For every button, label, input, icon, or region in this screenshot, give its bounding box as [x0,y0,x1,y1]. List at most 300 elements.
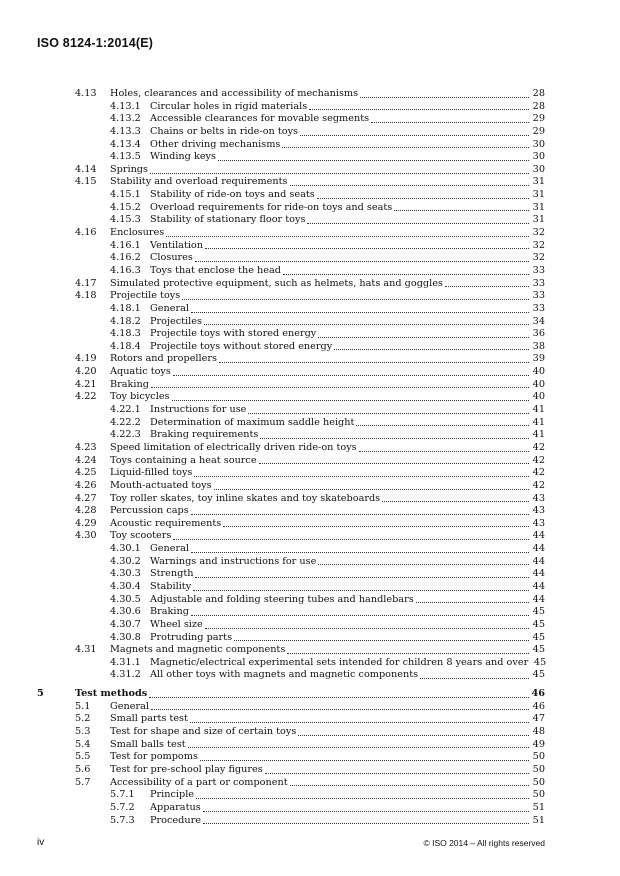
toc-leader-dots [214,481,529,490]
toc-entry-title[interactable]: Adjustable and folding steering tubes and handlebars [150,593,414,605]
toc-entry[interactable] [0,404,620,417]
toc-entry-title[interactable]: Wheel size [150,618,203,630]
toc-entry-number: 4.16.1 [110,239,141,251]
toc-leader-dots [290,177,530,186]
toc-entry-line [150,669,545,682]
toc-entry-line [150,815,545,828]
toc-leader-dots [307,215,529,224]
toc-entry-number: 4.31.2 [110,669,141,681]
toc-leader-dots [420,670,529,679]
toc-entry-page: 28 [532,88,545,99]
toc-leader-dots [194,468,529,477]
toc-entry[interactable] [0,556,620,569]
toc-entry-line [110,493,545,506]
toc-leader-dots [356,417,529,426]
toc-entry-number: 4.18.2 [110,315,141,327]
toc-entry[interactable] [0,341,620,354]
toc-entry[interactable] [0,88,620,101]
toc-entry-number: 4.30.1 [110,543,141,555]
toc-entry-title[interactable]: Toy scooters [110,530,172,542]
toc-entry[interactable] [0,176,620,189]
toc-entry[interactable] [0,480,620,493]
toc-entry[interactable] [0,568,620,581]
toc-entry-page: 42 [532,454,545,466]
toc-entry-title[interactable]: Closures [150,252,193,264]
toc-leader-dots [173,531,529,540]
toc-entry[interactable] [0,164,620,177]
toc-entry-title[interactable]: Accessibility of a part or component [110,776,288,788]
toc-entry-page: 45 [532,644,545,656]
toc-entry-line [110,764,545,777]
toc-entry-number: 4.13.5 [110,151,141,163]
toc-entry-title[interactable]: General [150,543,189,555]
toc-entry-page: 31 [532,201,545,213]
toc-entry-page: 50 [532,776,545,788]
toc-entry[interactable] [0,290,620,303]
toc-entry-line [150,632,545,645]
toc-entry-page: 44 [532,543,545,555]
toc-entry-line [150,252,545,265]
toc-leader-dots [166,228,529,237]
toc-entry[interactable] [0,303,620,316]
toc-entry-page: 46 [532,700,545,712]
toc-entry[interactable] [0,739,620,752]
toc-leader-dots [196,790,529,799]
toc-entry-title[interactable]: Braking [150,606,189,618]
toc-entry-title[interactable]: Projectiles [150,315,202,327]
toc-entry-page: 40 [532,391,545,403]
toc-entry-number: 4.30.5 [110,593,141,605]
toc-entry-title[interactable]: Determination of maximum saddle height [150,416,355,428]
toc-entry-page: 33 [532,277,545,289]
toc-leader-dots [265,765,529,774]
toc-entry-page: 43 [532,505,545,517]
toc-entry[interactable] [0,518,620,531]
toc-entry-title[interactable]: Warnings and instructions for use [150,555,317,567]
toc-entry[interactable] [0,113,620,126]
toc-entry-page: 41 [532,404,545,416]
toc-leader-dots [300,127,529,136]
toc-entry-title[interactable]: Braking requirements [150,429,259,441]
toc-entry[interactable] [0,777,620,790]
toc-entry-title[interactable]: Speed limitation of electrically driven ride-on toys [110,441,357,453]
toc-entry-title[interactable]: Stability of ride-on toys and seats [150,189,315,201]
toc-entry-page: 29 [532,113,545,125]
toc-entry[interactable] [0,214,620,227]
toc-entry-line [110,353,545,366]
toc-entry-line [150,151,545,164]
toc-entry-line [150,543,545,556]
toc-leader-dots [219,354,529,363]
toc-entry-line [110,391,545,404]
toc-entry-line [110,480,545,493]
toc-entry-number: 4.18 [75,290,97,302]
toc-entry-title[interactable]: Test for pompoms [110,751,198,763]
toc-entry-page: 33 [532,264,545,276]
toc-entry-title[interactable]: Procedure [150,814,201,826]
toc-leader-dots [260,430,529,439]
toc-entry-number: 5.7.2 [110,801,135,813]
toc-entry[interactable] [0,688,620,701]
toc-entry-number: 4.26 [75,479,97,491]
toc-leader-dots [191,304,529,313]
toc-entry-page: 34 [532,315,545,327]
toc-entry-number: 4.18.4 [110,340,141,352]
toc-entry-line [150,240,545,253]
toc-entry[interactable] [0,265,620,278]
toc-entry-number: 5.2 [75,713,91,725]
toc-entry-number: 4.16.3 [110,264,141,276]
toc-leader-dots [394,202,529,211]
toc-entry-page: 38 [532,340,545,352]
toc-leader-dots [416,594,529,603]
toc-entry-line [150,581,545,594]
toc-entry-page: 50 [532,763,545,775]
toc-entry-title[interactable]: All other toys with magnets and magnetic components [150,669,419,681]
toc-entry[interactable] [0,101,620,114]
toc-entry-number: 4.22.1 [110,404,141,416]
toc-entry-title[interactable]: Toys that enclose the head [150,264,281,276]
toc-entry-number: 4.15 [75,176,97,188]
toc-entry-title[interactable]: Protruding parts [150,631,233,643]
toc-entry-number: 5.3 [75,726,91,738]
toc-leader-dots [203,815,529,824]
toc-entry-title[interactable]: Instructions for use [150,404,247,416]
toc-entry-line [150,404,545,417]
toc-entry-page: 32 [532,227,545,239]
toc-entry-page: 45 [532,606,545,618]
toc-entry-number: 4.13.2 [110,113,141,125]
toc-entry-title[interactable]: Toy bicycles [110,391,170,403]
toc-entry[interactable] [0,316,620,329]
toc-leader-dots [203,803,529,812]
toc-entry-page: 31 [532,189,545,201]
toc-entry-title[interactable]: Small parts test [110,713,188,725]
toc-leader-dots [445,278,529,287]
toc-entry-page: 41 [532,429,545,441]
toc-entry[interactable] [0,764,620,777]
toc-leader-dots [191,544,529,553]
toc-entry-title[interactable]: Aquatic toys [110,366,171,378]
toc-entry-line [110,227,545,240]
toc-entry-line [110,739,545,752]
toc-entry[interactable] [0,429,620,442]
toc-entry[interactable] [0,391,620,404]
toc-entry-number: 4.28 [75,505,97,517]
toc-entry-page: 44 [532,568,545,580]
toc-entry-number: 5.7.1 [110,789,135,801]
toc-entry[interactable] [0,815,620,828]
toc-leader-dots [282,139,529,148]
toc-entry[interactable] [0,227,620,240]
toc-entry-number: 4.14 [75,163,97,175]
toc-entry-title[interactable]: Accessible clearances for movable segments [150,113,370,125]
copyright-notice: © ISO 2014 – All rights reserved [423,838,545,848]
toc-entry-title[interactable]: Test for shape and size of certain toys [110,726,297,738]
toc-entry-line [150,556,545,569]
toc-entry-number: 4.15.2 [110,201,141,213]
toc-entry[interactable] [0,202,620,215]
toc-entry-line [150,417,545,430]
toc-entry[interactable] [0,701,620,714]
toc-entry-line [110,88,545,101]
toc-entry-number: 4.22.3 [110,429,141,441]
toc-entry-line [75,688,545,701]
toc-entry-number: 4.30.6 [110,606,141,618]
toc-entry-title[interactable]: Small balls test [110,738,186,750]
toc-entry-page: 44 [532,593,545,605]
toc-leader-dots [191,607,529,616]
toc-leader-dots [188,739,529,748]
toc-entry[interactable] [0,442,620,455]
toc-entry[interactable] [0,751,620,764]
toc-entry-title[interactable]: Acoustic requirements [110,517,222,529]
toc-entry-line [110,366,545,379]
toc-entry-number: 4.31.1 [110,656,141,668]
toc-entry-title[interactable]: Projectile toys without stored energy [150,340,333,352]
toc-entry-title[interactable]: Winding keys [150,151,216,163]
toc-entry-title[interactable]: Rotors and propellers [110,353,217,365]
toc-leader-dots [218,152,529,161]
toc-leader-dots [195,569,529,578]
toc-leader-dots [172,392,529,401]
toc-entry-line [150,568,545,581]
toc-entry-title[interactable]: Holes, clearances and accessibility of mechanisms [110,88,359,99]
toc-leader-dots [359,443,529,452]
toc-entry-title[interactable]: Toy roller skates, toy inline skates and toy skateboards [110,492,381,504]
toc-entry-number: 4.15.1 [110,189,141,201]
toc-entry-title[interactable]: Test for pre-school play figures [110,763,263,775]
toc-leader-dots [149,689,529,698]
toc-entry-number: 5 [37,688,44,700]
toc-entry-title[interactable]: Projectile toys [110,290,181,302]
toc-entry-line [110,777,545,790]
toc-leader-dots [309,101,529,110]
toc-entry-number: 4.17 [75,277,97,289]
toc-entry-line [150,594,545,607]
toc-entry-number: 5.7 [75,776,91,788]
toc-leader-dots [173,367,529,376]
toc-entry-line [150,789,545,802]
toc-entry[interactable] [0,789,620,802]
toc-entry-title[interactable]: Mouth-actuated toys [110,479,212,491]
toc-entry-title[interactable]: Strength [150,568,194,580]
toc-entry-number: 4.18.3 [110,328,141,340]
toc-entry-title[interactable]: Liquid-filled toys [110,467,193,479]
toc-entry-line [150,139,545,152]
toc-entry-line [110,455,545,468]
toc-entry-line [150,429,545,442]
toc-entry-line [150,802,545,815]
document-id-header: ISO 8124-1:2014(E) [37,36,154,50]
toc-entry-page: 30 [532,151,545,163]
toc-entry-number: 5.4 [75,738,91,750]
toc-entry-line [110,505,545,518]
toc-entry-number: 4.30.2 [110,555,141,567]
toc-entry-number: 4.30.8 [110,631,141,643]
toc-entry-page: 51 [532,814,545,826]
toc-entry-number: 4.24 [75,454,97,466]
toc-entry-page: 43 [532,492,545,504]
toc-entry-number: 4.21 [75,378,97,390]
toc-entry[interactable] [0,802,620,815]
toc-entry-line [150,341,545,354]
toc-leader-dots [234,632,529,641]
toc-entry[interactable] [0,632,620,645]
toc-entry-line [150,657,545,670]
toc-entry-title[interactable]: Stability of stationary floor toys [150,214,306,226]
toc-entry-title[interactable]: Simulated protective equipment, such as helmets, hats and goggles [110,277,443,289]
toc-entry[interactable] [0,726,620,739]
toc-entry-page: 45 [532,631,545,643]
toc-entry-line [150,265,545,278]
toc-leader-dots [182,291,529,300]
toc-entry-number: 4.16 [75,227,97,239]
toc-entry[interactable] [0,543,620,556]
toc-entry-number: 4.15.3 [110,214,141,226]
toc-entry-title[interactable]: Stability and overload requirements [110,176,288,188]
toc-entry[interactable] [0,606,620,619]
toc-entry[interactable] [0,669,620,682]
toc-entry-page: 36 [532,328,545,340]
toc-entry-line [110,290,545,303]
toc-entry-line [150,126,545,139]
toc-entry[interactable] [0,644,620,657]
toc-entry-title[interactable]: General [150,302,189,314]
toc-entry-page: 30 [532,163,545,175]
toc-entry-title[interactable]: Overload requirements for ride-on toys and seats [150,201,393,213]
toc-entry-page: 48 [532,726,545,738]
toc-entry-title[interactable]: Test methods [75,688,148,700]
toc-entry[interactable] [0,278,620,291]
toc-entry[interactable] [0,713,620,726]
toc-entry-page: 43 [532,517,545,529]
toc-entry[interactable] [0,594,620,607]
toc-entry-line [150,101,545,114]
toc-entry-number: 5.6 [75,763,91,775]
toc-entry-title[interactable]: Stability [150,580,192,592]
toc-entry[interactable] [0,657,620,670]
toc-entry[interactable] [0,619,620,632]
toc-entry-page: 44 [532,555,545,567]
toc-entry-line [110,176,545,189]
toc-entry-title[interactable]: Chains or belts in ride-on toys [150,125,299,137]
toc-entry-page: 40 [532,366,545,378]
toc-entry-page: 29 [532,125,545,137]
toc-leader-dots [334,341,529,350]
toc-entry-line [110,379,545,392]
toc-entry-title[interactable]: Percussion caps [110,505,189,517]
toc-entry-title[interactable]: Other driving mechanisms [150,138,281,150]
toc-entry[interactable] [0,189,620,202]
toc-entry-line [110,530,545,543]
toc-entry-number: 4.29 [75,517,97,529]
toc-entry-page: 45 [532,669,545,681]
toc-entry-page: 41 [532,416,545,428]
toc-entry[interactable] [0,379,620,392]
table-of-contents [0,88,620,827]
toc-entry-title[interactable]: Toys containing a heat source [110,454,257,466]
toc-entry[interactable] [0,467,620,480]
toc-entry-title[interactable]: Magnets and magnetic components [110,644,286,656]
toc-entry[interactable] [0,505,620,518]
toc-entry-line [110,164,545,177]
toc-entry-number: 4.13.4 [110,138,141,150]
toc-entry-page: 44 [532,530,545,542]
toc-entry-title[interactable]: Springs [110,163,148,175]
toc-leader-dots [193,582,529,591]
toc-entry-title[interactable]: Apparatus [150,801,201,813]
toc-entry-number: 5.5 [75,751,91,763]
toc-entry-title[interactable]: Braking [110,378,149,390]
toc-entry-line [150,316,545,329]
toc-entry[interactable] [0,455,620,468]
toc-entry[interactable] [0,530,620,543]
toc-entry-page: 28 [532,100,545,112]
toc-entry-line [150,619,545,632]
toc-leader-dots [360,89,529,98]
toc-entry-page: 50 [532,751,545,763]
toc-entry-line [150,202,545,215]
toc-entry[interactable] [0,126,620,139]
toc-entry[interactable] [0,252,620,265]
toc-entry[interactable] [0,240,620,253]
toc-leader-dots [382,493,529,502]
toc-entry-title[interactable]: Circular holes in rigid materials [150,100,308,112]
toc-entry-line [110,278,545,291]
toc-entry[interactable] [0,493,620,506]
toc-entry-title[interactable]: Principle [150,789,195,801]
toc-entry-line [110,701,545,714]
toc-entry-line [110,518,545,531]
toc-entry[interactable] [0,417,620,430]
toc-entry[interactable] [0,151,620,164]
toc-entry[interactable] [0,581,620,594]
toc-entry-title[interactable]: Ventilation [150,239,204,251]
toc-leader-dots [205,240,529,249]
toc-entry-number: 4.18.1 [110,302,141,314]
toc-entry[interactable] [0,328,620,341]
toc-entry-page: 44 [532,580,545,592]
toc-leader-dots [200,752,529,761]
toc-entry-title[interactable]: General [110,700,149,712]
toc-entry-title[interactable]: Magnetic/electrical experimental sets intended for children 8 years and over [150,656,529,668]
toc-leader-dots [223,518,529,527]
toc-entry-page: 32 [532,252,545,264]
toc-entry-number: 4.30 [75,530,97,542]
toc-entry-page: 49 [532,738,545,750]
toc-entry[interactable] [0,353,620,366]
toc-entry-page: 45 [533,656,547,668]
toc-entry-line [150,606,545,619]
toc-entry-number: 4.23 [75,441,97,453]
toc-leader-dots [151,379,529,388]
toc-entry-line [150,303,545,316]
toc-entry-number: 4.13.1 [110,100,141,112]
toc-entry-page: 42 [532,441,545,453]
toc-entry[interactable] [0,366,620,379]
toc-entry-line [110,644,545,657]
toc-entry[interactable] [0,139,620,152]
toc-entry-line [150,113,545,126]
toc-leader-dots [290,777,529,786]
toc-entry-title[interactable]: Projectile toys with stored energy [150,328,317,340]
toc-entry-title[interactable]: Enclosures [110,227,165,239]
toc-leader-dots [317,190,529,199]
toc-entry-page: 33 [532,290,545,302]
toc-entry-number: 4.27 [75,492,97,504]
toc-entry-page: 39 [532,353,545,365]
